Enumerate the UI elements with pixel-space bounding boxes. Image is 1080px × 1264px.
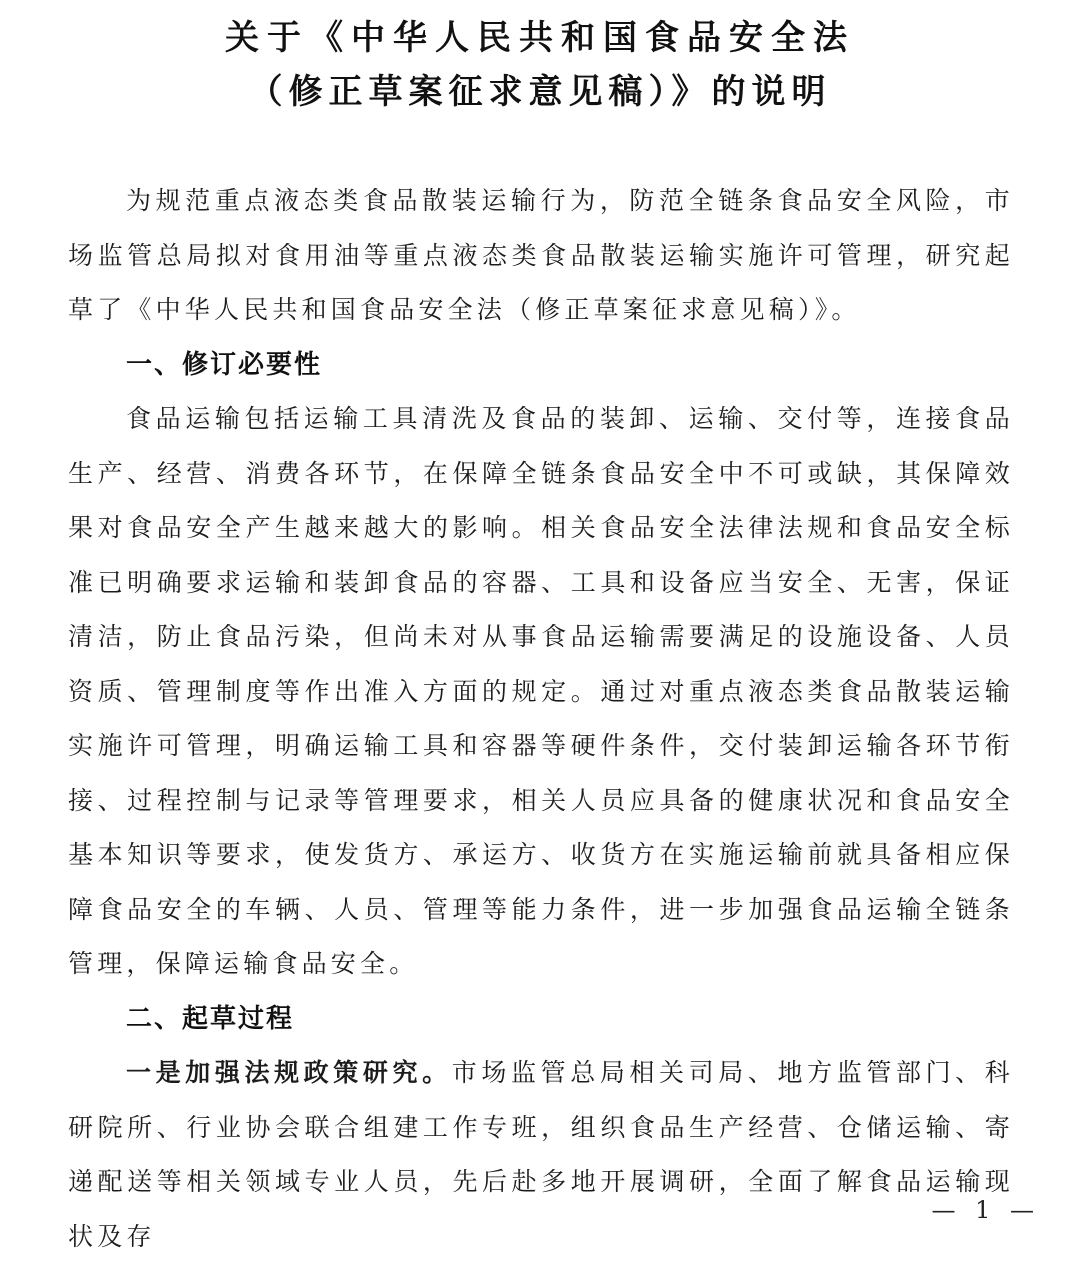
section-heading-necessity: 一、修订必要性	[126, 349, 323, 380]
document-title-line-2: （修正草案征求意见稿）》的说明	[248, 72, 832, 112]
intro-paragraph: 为规范重点液态类食品散装运输行为，防范全链条食品安全风险，市场监管总局拟对食用油等重点液态类食品散装运输实施许可管理，研究起草了《中华人民共和国食品安全法（修正草案征求意见稿）》。	[68, 186, 1014, 324]
section-heading-drafting-process: 二、起草过程	[126, 1003, 295, 1034]
document-body	[68, 174, 1014, 1264]
paragraph-lead-phrase: 一是加强法规政策研究。	[126, 1058, 452, 1087]
section-paragraph-drafting-process	[68, 1046, 1014, 1264]
paragraph-text: 市场监管总局相关司局、地方监管部门、科研院所、行业协会联合组建工作专班，组织食品生产经营、仓储运输、寄递配送等相关领域专业人员，先后赴多地开展调研，全面了解食品运输现状及存	[68, 1058, 1014, 1251]
document-title-line-1: 关于《中华人民共和国食品安全法	[225, 18, 855, 58]
page-number: — 1 —	[931, 1196, 1040, 1224]
section-paragraph-necessity: 食品运输包括运输工具清洗及食品的装卸、运输、交付等，连接食品生产、经营、消费各环节，在保障全链条食品安全中不可或缺，其保障效果对食品安全产生越来越大的影响。相关食品安全法律法规和食品安全标准已明确要求运输和装卸食品的容器、工具和设备应当安全、无害，保证清洁，防止食品污染，但尚未对从事食品运输需要满足的设施设备、人员资质、管理制度等作出准入方面的规定。通过对重点液态类食品散装运输实施许可管理，明确运输工具和容器等硬件条件，交付装卸运输各环节衔接、过程控制与记录等管理要求，相关人员应具备的健康状况和食品安全基本知识等要求，使发货方、承运方、收货方在实施运输前就具备相应保障食品安全的车辆、人员、管理等能力条件，进一步加强食品运输全链条管理，保障运输食品安全。	[68, 404, 1014, 978]
